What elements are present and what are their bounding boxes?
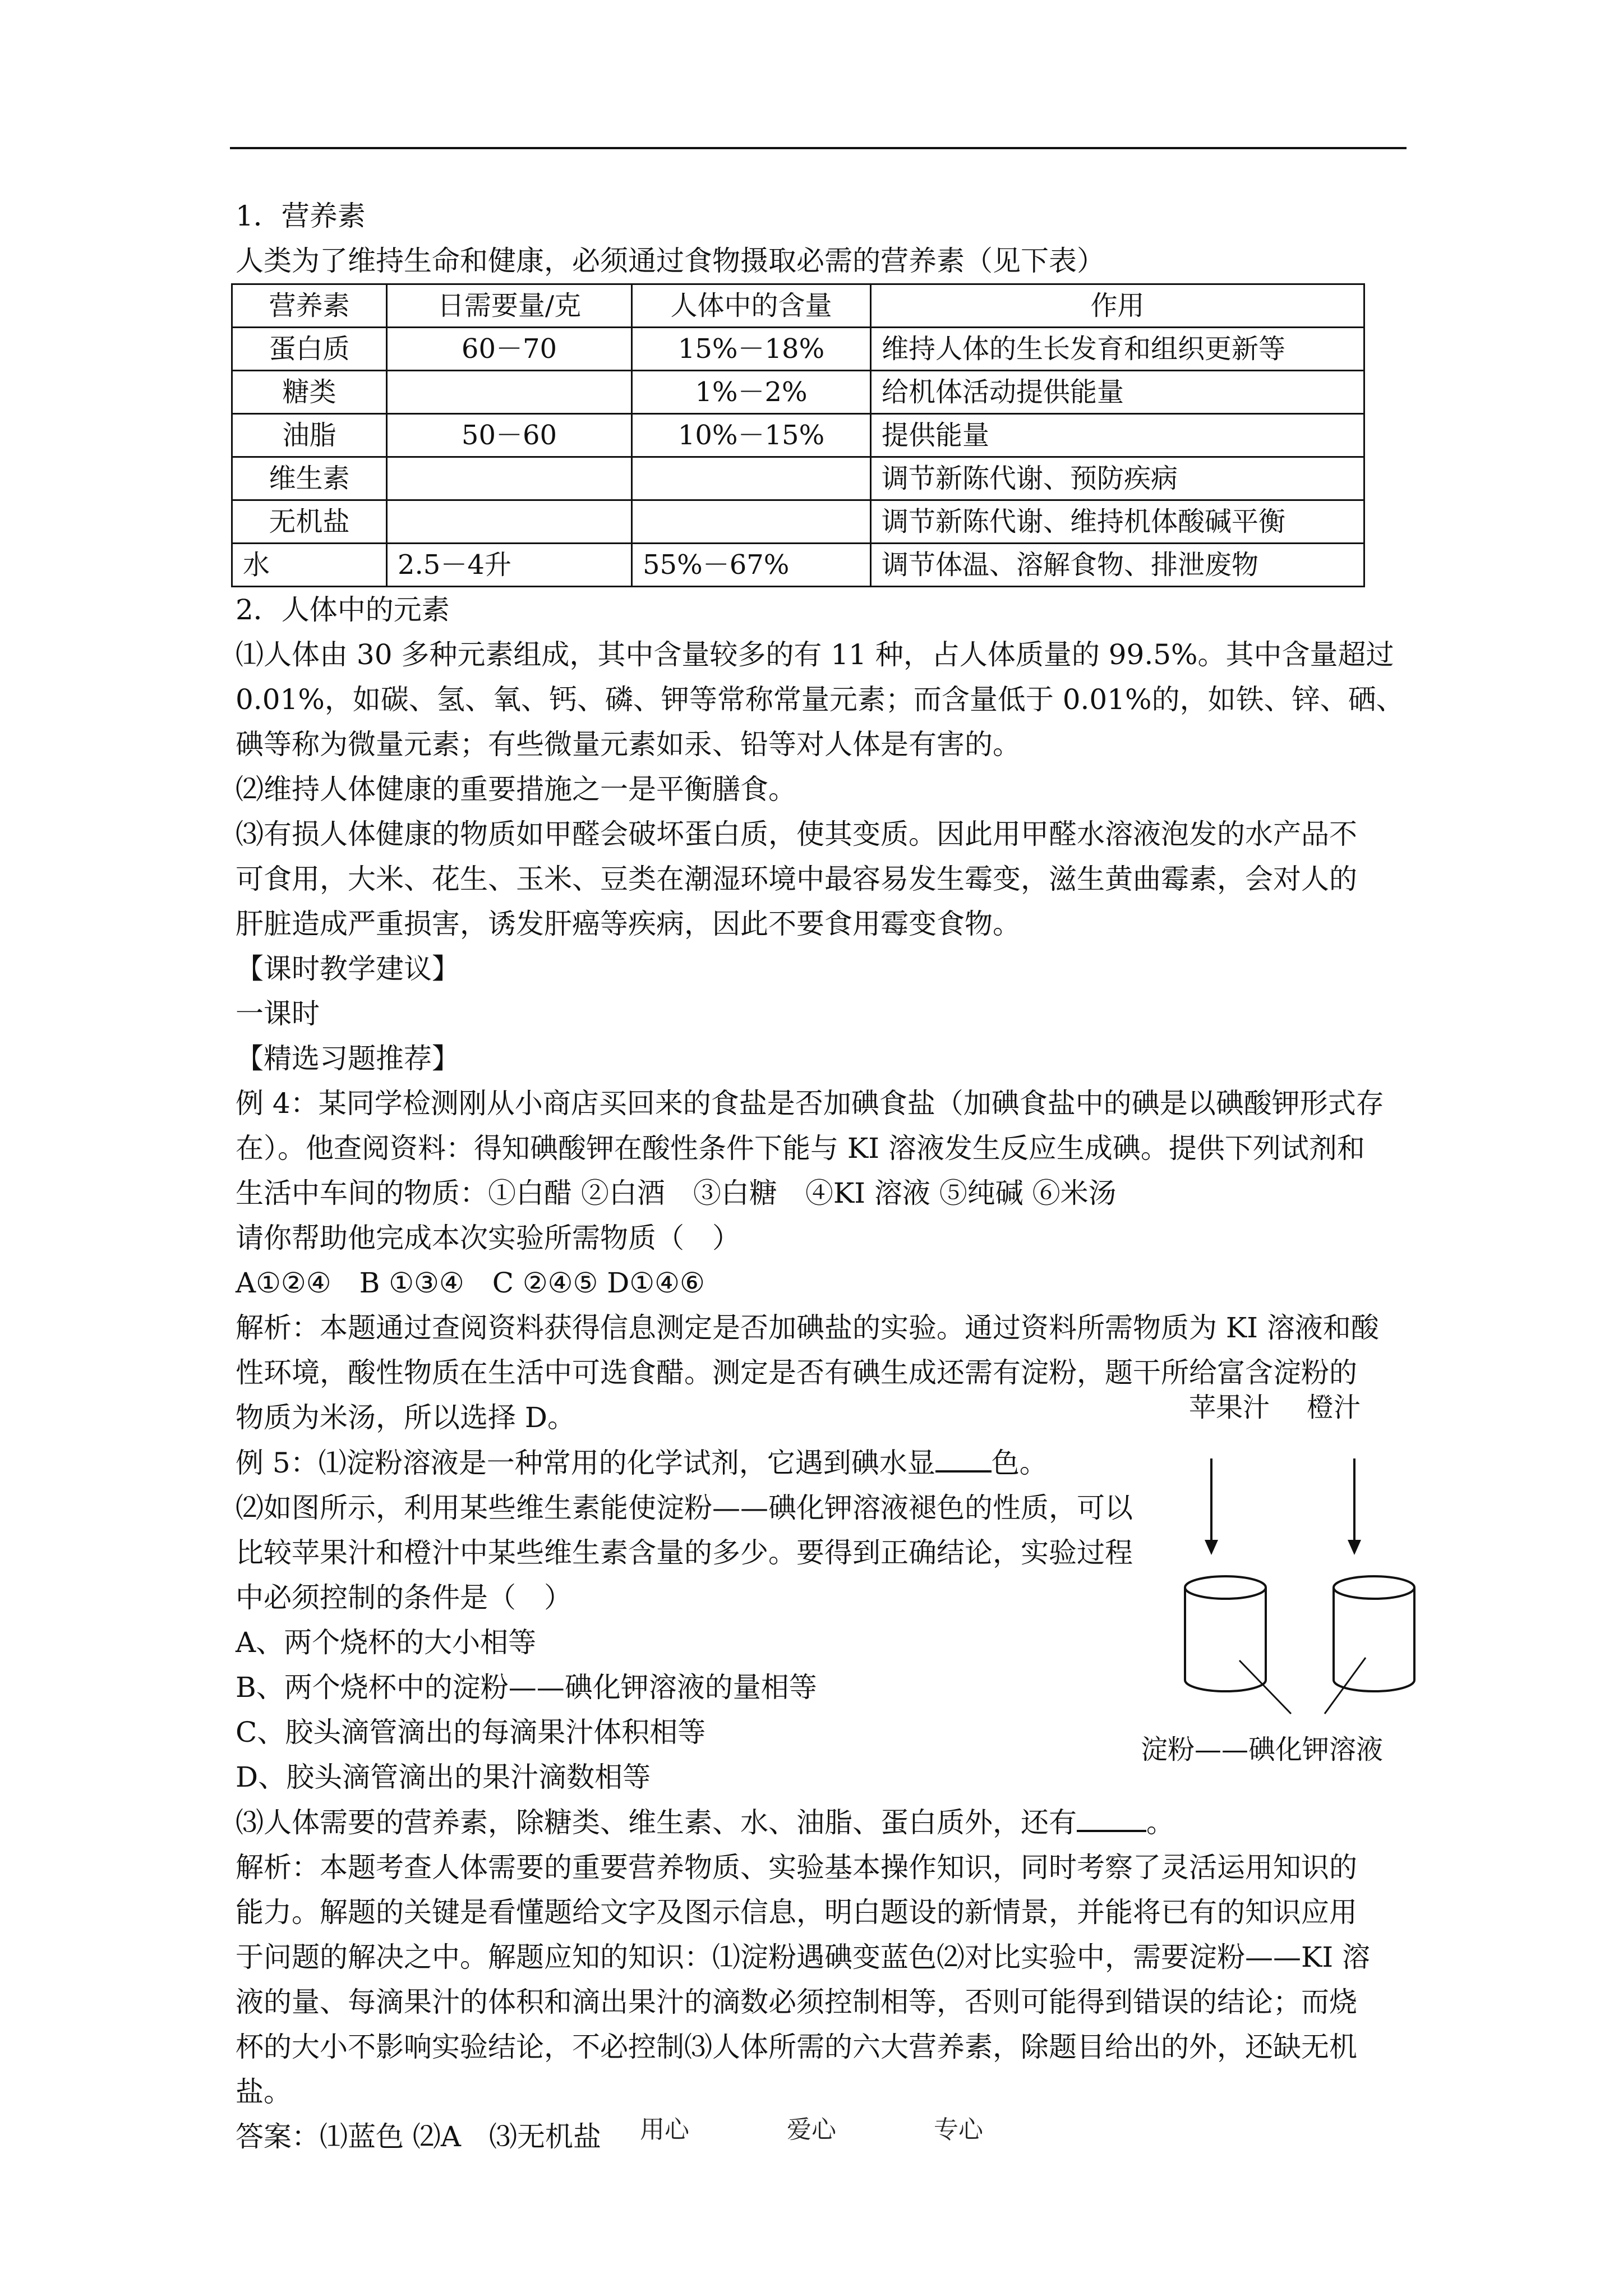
footer-item: 专心 [934,2115,983,2144]
table-header-cell: 日需要量/克 [387,284,632,328]
table-cell [632,500,871,544]
arrow-icon [1348,1458,1361,1555]
table-cell: 油脂 [232,414,387,457]
analysis-line: 解析：本题考查人体需要的重要营养物质、实验基本操作知识，同时考察了灵活运用知识的 [236,1851,1357,1884]
example5-q1-text: 例 5：⑴淀粉溶液是一种常用的化学试剂，它遇到碘水显 [236,1447,935,1479]
example5-q3-suffix: 。 [1146,1806,1174,1839]
table-cell: 蛋白质 [232,328,387,371]
section2-heading: 2．人体中的元素 [236,593,450,626]
example5-q3-text: ⑶人体需要的营养素，除糖类、维生素、水、油脂、蛋白质外，还有 [236,1806,1077,1839]
analysis-line: 能力。解题的关键是看懂题给文字及图示信息，明白题设的新情景，并能将已有的知识应用 [236,1896,1357,1929]
exercises-heading: 【精选习题推荐】 [236,1042,460,1075]
table-cell: 1%－2% [632,371,871,414]
table-cell: 无机盐 [232,500,387,544]
table-cell: 50－60 [387,414,632,457]
arrow-icon [1205,1458,1218,1555]
table-header-cell: 营养素 [232,284,387,328]
label-starch-solution: 淀粉——碘化钾溶液 [1141,1734,1384,1765]
paragraph-line: 肝脏造成严重损害，诱发肝癌等疾病，因此不要食用霉变食物。 [236,908,1021,940]
option-c: C、胶头滴管滴出的每滴果汁体积相等 [236,1716,706,1749]
example5-q2-line: ⑵如图所示，利用某些维生素能使淀粉——碘化钾溶液褪色的性质，可以 [236,1492,1133,1524]
beakers-diagram [1144,1425,1424,1739]
example4-line: 生活中车间的物质：①白醋 ②白酒 ③白糖 ④KI 溶液 ⑤纯碱 ⑥米汤 [236,1177,1117,1209]
example5-q2-line: 比较苹果汁和橙汁中某些维生素含量的多少。要得到正确结论，实验过程 [236,1536,1133,1569]
section1-intro: 人类为了维持生命和健康，必须通过食物摄取必需的营养素（见下表） [236,245,1105,277]
table-row [232,544,1364,587]
label-orange-juice: 橙汁 [1307,1392,1361,1423]
example4-line: 在）。他查阅资料：得知碘酸钾在酸性条件下能与 KI 溶液发生反应生成碘。提供下列试剂和 [236,1132,1365,1165]
experiment-figure [1141,1386,1424,1767]
analysis-line: 杯的大小不影响实验结论，不必控制⑶人体所需的六大营养素，除题目给出的外，还缺无机 [236,2031,1357,2063]
paragraph-line: 碘等称为微量元素；有些微量元素如汞、铅等对人体是有害的。 [236,728,1021,761]
section1-heading: 1．营养素 [236,200,366,232]
document-body [236,194,1413,2159]
footer-item: 用心 [640,2115,689,2144]
table-header-cell: 作用 [871,284,1364,328]
table-cell [387,500,632,544]
paragraph-line: 可食用，大米、花生、玉米、豆类在潮湿环境中最容易发生霉变，滋生黄曲霉素，会对人的 [236,863,1357,895]
paragraph-line: ⑶有损人体健康的物质如甲醛会破坏蛋白质，使其变质。因此用甲醛水溶液泡发的水产品不 [236,818,1357,850]
table-cell: 维生素 [232,457,387,500]
suggestion-heading: 【课时教学建议】 [236,953,460,985]
table-row [232,457,1364,500]
label-apple-juice: 苹果汁 [1189,1392,1270,1423]
table-cell: 提供能量 [871,414,1364,457]
table-cell: 调节体温、溶解食物、排泄废物 [871,544,1364,587]
table-cell [387,371,632,414]
example5-q1 [236,1440,1155,1485]
analysis-line: 于问题的解决之中。解题应知的知识：⑴淀粉遇碘变蓝色⑵对比实验中，需要淀粉——KI 溶 [236,1941,1370,1973]
option-d: D、胶头滴管滴出的果汁滴数相等 [236,1761,651,1793]
analysis-line: 液的量、每滴果汁的体积和滴出果汁的滴数必须控制相等，否则可能得到错误的结论；而烧 [236,1986,1357,2018]
option-a: A、两个烧杯的大小相等 [236,1626,537,1659]
example5-q2-line: 中必须控制的条件是（ ） [236,1581,572,1614]
table-cell: 调节新陈代谢、维持机体酸碱平衡 [871,500,1364,544]
paragraph-line: 0.01%，如碳、氢、氧、钙、磷、钾等常称常量元素；而含量低于 0.01%的，如铁、锌、硒、 [236,683,1404,716]
table-cell: 2.5－4升 [387,544,632,587]
page-footer [0,2109,1623,2145]
table-cell: 糖类 [232,371,387,414]
example4-line: 物质为米汤，所以选择 D。 [236,1401,575,1434]
table-cell: 给机体活动提供能量 [871,371,1364,414]
table-row [232,328,1364,371]
header-rule [230,147,1407,149]
example4-line: 解析：本题通过查阅资料获得信息测定是否加碘盐的实验。通过资料所需物质为 KI 溶液和酸 [236,1312,1379,1344]
table-cell: 10%－15% [632,414,871,457]
table-cell: 55%－67% [632,544,871,587]
example4-line: A①②④ B ①③④ C ②④⑤ D①④⑥ [236,1267,705,1299]
table-header-cell: 人体中的含量 [632,284,871,328]
table-row [232,414,1364,457]
table-cell: 维持人体的生长发育和组织更新等 [871,328,1364,371]
table-cell: 15%－18% [632,328,871,371]
example4-line: 例 4：某同学检测刚从小商店买回来的食盐是否加碘食盐（加碘食盐中的碘是以碘酸钾形式存 [236,1087,1384,1120]
table-header-row [232,284,1364,328]
paragraph-line: ⑴人体由 30 多种元素组成，其中含量较多的有 11 种，占人体质量的 99.5%。其中含量超过 [236,638,1394,671]
answer-blank[interactable] [935,1440,992,1473]
example4-line: 性环境，酸性物质在生活中可选食醋。测定是否有碘生成还需有淀粉，题干所给富含淀粉的 [236,1356,1357,1389]
analysis-line: 盐。 [236,2076,292,2108]
beaker-icon [1334,1576,1414,1691]
table-cell: 60－70 [387,328,632,371]
footer-item: 爱心 [787,2115,836,2144]
table-cell [387,457,632,500]
example5-q3 [236,1800,1413,1845]
answer-line: 答案：⑴蓝色 ⑵A ⑶无机盐 [236,2120,602,2153]
example4-line: 请你帮助他完成本次实验所需物质（ ） [236,1222,740,1254]
table-row [232,500,1364,544]
option-b: B、两个烧杯中的淀粉——碘化钾溶液的量相等 [236,1671,817,1704]
example5-q1-suffix: 色。 [991,1447,1048,1479]
suggestion-text: 一课时 [236,997,320,1030]
nutrient-table [231,283,1365,587]
answer-blank[interactable] [1077,1800,1146,1832]
table-cell [632,457,871,500]
paragraph-line: ⑵维持人体健康的重要措施之一是平衡膳食。 [236,773,796,806]
table-row [232,371,1364,414]
table-cell: 水 [232,544,387,587]
leader-line [1325,1658,1366,1714]
table-cell: 调节新陈代谢、预防疾病 [871,457,1364,500]
